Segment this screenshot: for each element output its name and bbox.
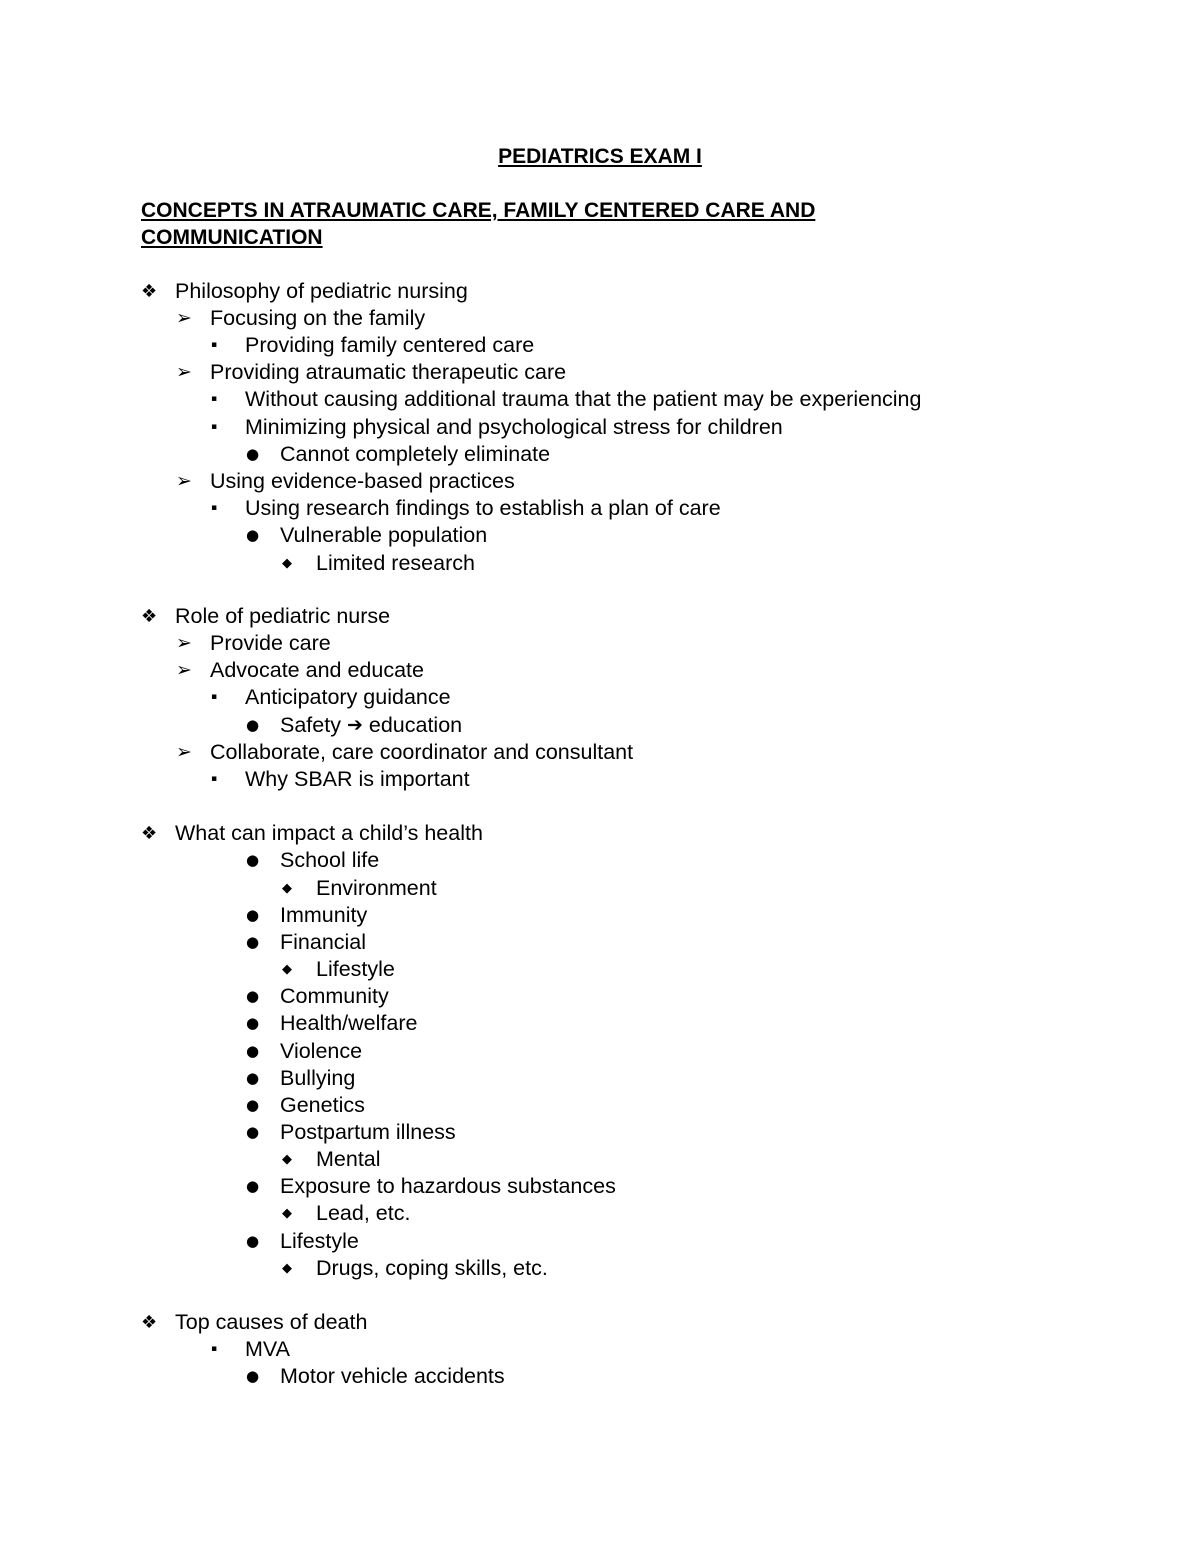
outline-item-text: Provide care xyxy=(210,631,331,655)
outline-item-level-3 xyxy=(211,684,451,711)
outline-item-text: Providing atraumatic therapeutic care xyxy=(210,360,567,384)
dot-bullet-icon: ● xyxy=(246,906,260,924)
outline-item-level-4 xyxy=(246,1228,359,1255)
dot-bullet-icon: ● xyxy=(246,1096,260,1114)
outline-item-level-1 xyxy=(141,1309,367,1336)
dot-bullet-icon: ● xyxy=(246,1367,260,1385)
dot-bullet-icon: ● xyxy=(246,445,260,463)
document-title: PEDIATRICS EXAM I xyxy=(498,145,702,168)
right-arrow-icon: ➔ xyxy=(346,714,363,736)
outline-item-level-4 xyxy=(246,983,389,1010)
outline-item-text: School life xyxy=(280,848,380,872)
small-diamond-bullet-icon: ◆ xyxy=(282,1152,292,1167)
outline-item-level-5 xyxy=(282,1200,410,1227)
outline-item-text: Immunity xyxy=(280,903,368,927)
dot-bullet-icon: ● xyxy=(246,933,260,951)
outline-item-text: Advocate and educate xyxy=(210,658,424,682)
dot-bullet-icon: ● xyxy=(246,526,260,544)
outline-item-level-3 xyxy=(211,332,534,359)
small-diamond-bullet-icon: ◆ xyxy=(282,962,292,977)
outline-item-text: Minimizing physical and psychological stress for children xyxy=(245,415,783,439)
outline-item-level-2 xyxy=(176,468,515,495)
outline-item-text: Lead, etc. xyxy=(316,1201,411,1225)
outline-item-level-5 xyxy=(282,1146,381,1173)
outline-item-text: Focusing on the family xyxy=(210,306,426,330)
outline-item-text: Postpartum illness xyxy=(280,1120,456,1144)
outline-item-level-3 xyxy=(211,386,921,413)
outline-item-text: Genetics xyxy=(280,1093,365,1117)
square-bullet-icon: ▪ xyxy=(211,1344,218,1354)
outline-item-text: Collaborate, care coordinator and consultant xyxy=(210,740,634,764)
outline-item-level-1 xyxy=(141,278,468,305)
outline-item-level-4 xyxy=(246,902,367,929)
dot-bullet-icon: ● xyxy=(246,1177,260,1195)
outline-item-level-5 xyxy=(282,875,437,902)
outline-item-text: Safety xyxy=(280,713,341,737)
outline-item-level-4 xyxy=(246,847,379,874)
outline-item-text: Role of pediatric nurse xyxy=(175,604,391,628)
outline-item-text: Providing family centered care xyxy=(245,333,535,357)
outline-item-level-4 xyxy=(246,712,462,739)
outline-item-text: Top causes of death xyxy=(175,1310,368,1334)
outline-item-text-after: education xyxy=(368,713,463,737)
outline-item-text: Lifestyle xyxy=(280,1229,359,1253)
outline-item-level-4 xyxy=(246,1092,365,1119)
outline-item-text: Without causing additional trauma that the patient may be experiencing xyxy=(245,387,922,411)
square-bullet-icon: ▪ xyxy=(211,774,218,784)
dot-bullet-icon: ● xyxy=(246,716,260,734)
outline-item-level-2 xyxy=(176,657,424,684)
outline-item-level-4 xyxy=(246,1010,417,1037)
outline-item-level-2 xyxy=(176,630,331,657)
outline-item-level-4 xyxy=(246,1119,456,1146)
outline-item-text: Violence xyxy=(280,1039,363,1063)
outline-item-text: Motor vehicle accidents xyxy=(280,1364,505,1388)
outline-item-text: Exposure to hazardous substances xyxy=(280,1174,616,1198)
outline-item-level-4 xyxy=(246,441,550,468)
outline-item-level-3 xyxy=(211,766,470,793)
outline-item-text: Anticipatory guidance xyxy=(245,685,451,709)
outline-item-level-5 xyxy=(282,956,395,983)
outline-item-text: Mental xyxy=(316,1147,381,1171)
dot-bullet-icon: ● xyxy=(246,1014,260,1032)
outline-item-text: Drugs, coping skills, etc. xyxy=(316,1256,548,1280)
dot-bullet-icon: ● xyxy=(246,1042,260,1060)
outline-item-level-5 xyxy=(282,550,475,577)
outline-item-level-2 xyxy=(176,305,425,332)
section-heading-line-2: COMMUNICATION xyxy=(141,226,323,249)
dot-bullet-icon: ● xyxy=(246,851,260,869)
outline-item-text: Health/welfare xyxy=(280,1011,418,1035)
outline-item-level-3 xyxy=(211,414,783,441)
arrow-bullet-icon: ➢ xyxy=(176,470,192,492)
outline-item-text: Lifestyle xyxy=(316,957,395,981)
outline-item-level-4 xyxy=(246,929,366,956)
outline-item-text: MVA xyxy=(245,1337,290,1361)
arrow-bullet-icon: ➢ xyxy=(176,632,192,654)
outline-item-text: Financial xyxy=(280,930,367,954)
diamond-bullet-icon: ❖ xyxy=(141,823,158,844)
outline-item-text: Cannot completely eliminate xyxy=(280,442,551,466)
outline-item-level-4 xyxy=(246,1038,362,1065)
small-diamond-bullet-icon: ◆ xyxy=(282,881,292,896)
outline-item-text: Environment xyxy=(316,876,437,900)
outline-item-text: Community xyxy=(280,984,389,1008)
arrow-bullet-icon: ➢ xyxy=(176,307,192,329)
outline-item-level-4 xyxy=(246,1363,505,1390)
section-heading-line-1: CONCEPTS IN ATRAUMATIC CARE, FAMILY CENTERED CARE AND xyxy=(141,199,816,222)
outline-item-level-4 xyxy=(246,1173,616,1200)
square-bullet-icon: ▪ xyxy=(211,394,218,404)
outline-item-level-2 xyxy=(176,739,633,766)
diamond-bullet-icon: ❖ xyxy=(141,1312,158,1333)
square-bullet-icon: ▪ xyxy=(211,422,218,432)
outline-item-level-4 xyxy=(246,522,487,549)
diamond-bullet-icon: ❖ xyxy=(141,281,158,302)
dot-bullet-icon: ● xyxy=(246,1069,260,1087)
outline-item-text: Bullying xyxy=(280,1066,356,1090)
outline-item-text: Philosophy of pediatric nursing xyxy=(175,279,468,303)
outline-item-text: Using research findings to establish a plan of care xyxy=(245,496,721,520)
outline-item-level-3 xyxy=(211,1336,290,1363)
dot-bullet-icon: ● xyxy=(246,1232,260,1250)
arrow-bullet-icon: ➢ xyxy=(176,361,192,383)
outline-item-level-1 xyxy=(141,603,390,630)
small-diamond-bullet-icon: ◆ xyxy=(282,1206,292,1221)
outline-item-text: Vulnerable population xyxy=(280,523,488,547)
square-bullet-icon: ▪ xyxy=(211,692,218,702)
dot-bullet-icon: ● xyxy=(246,987,260,1005)
outline-item-text: Using evidence-based practices xyxy=(210,469,515,493)
outline-item-level-3 xyxy=(211,495,721,522)
outline-item-text: Limited research xyxy=(316,551,475,575)
dot-bullet-icon: ● xyxy=(246,1123,260,1141)
outline-item-level-5 xyxy=(282,1255,548,1282)
arrow-bullet-icon: ➢ xyxy=(176,659,192,681)
outline-item-level-2 xyxy=(176,359,566,386)
diamond-bullet-icon: ❖ xyxy=(141,606,158,627)
outline-item-text: Why SBAR is important xyxy=(245,767,470,791)
small-diamond-bullet-icon: ◆ xyxy=(282,1261,292,1276)
square-bullet-icon: ▪ xyxy=(211,503,218,513)
outline-item-text: What can impact a child’s health xyxy=(175,821,483,845)
outline-item-level-1 xyxy=(141,820,483,847)
outline-item-level-4 xyxy=(246,1065,355,1092)
arrow-bullet-icon: ➢ xyxy=(176,741,192,763)
small-diamond-bullet-icon: ◆ xyxy=(282,556,292,571)
square-bullet-icon: ▪ xyxy=(211,340,218,350)
